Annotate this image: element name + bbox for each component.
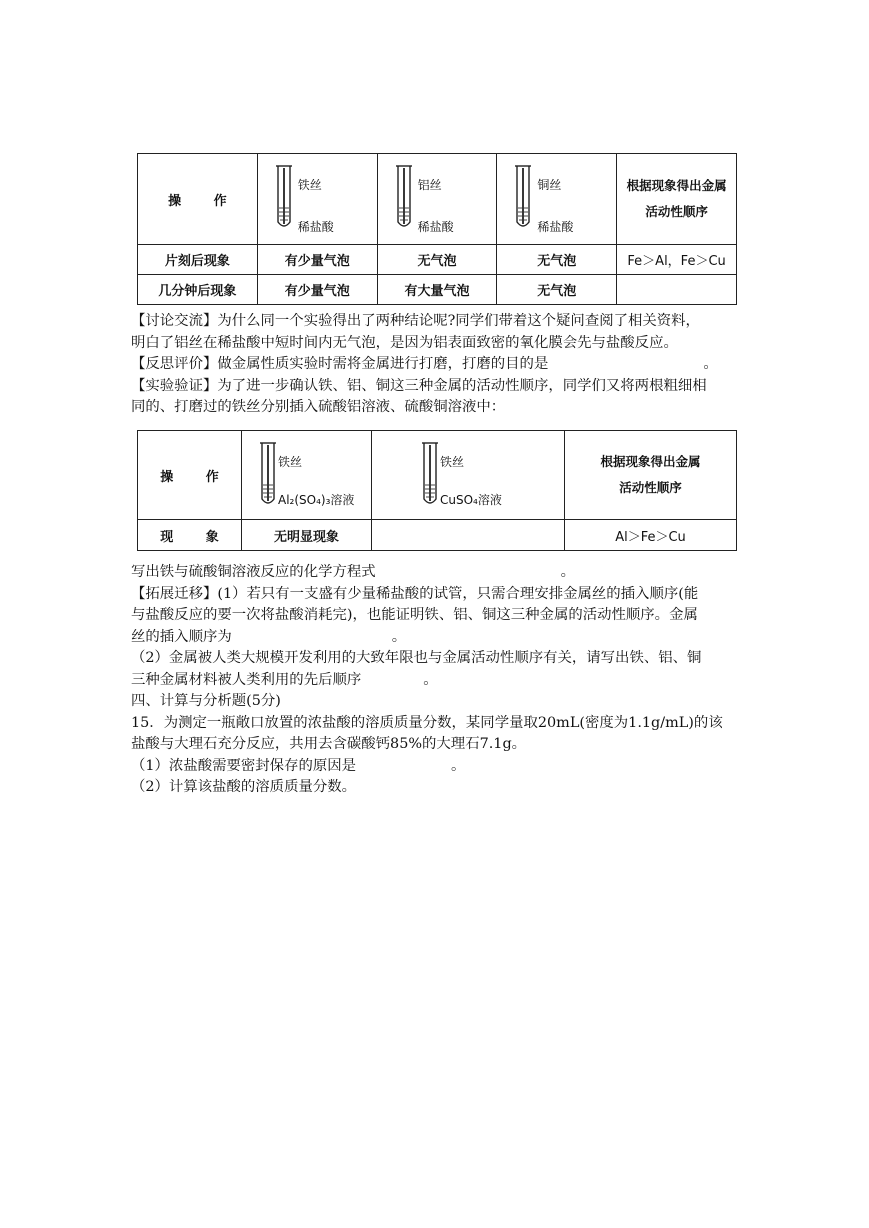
text-line: （2）金属被人类大规模开发利用的大致年限也与金属活动性顺序有关，请写出铁、铝、铜 (131, 650, 702, 666)
conclusion-header: 根据现象得出金属活动性顺序 (617, 154, 737, 245)
acid-label: 稀盐酸 (417, 220, 454, 234)
history-order-line: 三种金属材料被人类利用的先后顺序 。 (131, 671, 438, 688)
tube-cell-iron (257, 154, 377, 245)
row-label: 现 象 (138, 520, 242, 551)
observation-cell: 有大量气泡 (377, 275, 497, 305)
test-tube-icon (422, 441, 438, 509)
observation-cell: 无明显现象 (242, 520, 372, 551)
tube-cell-cu-sulfate (372, 431, 565, 520)
wire-label: 铁丝 (297, 178, 322, 192)
text-line: 【讨论交流】为什么同一个实验得出了两种结论呢?同学们带着这个疑问查阅了相关资料， (131, 313, 700, 329)
reflection-line: 【反思评价】做金属性质实验时需将金属进行打磨，打磨的目的是 。 (131, 356, 718, 372)
conclusion-cell (617, 275, 737, 305)
conclusion-cell: Al＞Fe＞Cu (565, 520, 737, 551)
question-15-line: 15．为测定一瓶敞口放置的浓盐酸的溶质质量分数，某同学量取20mL(密度为1.1g/mL)的该 (131, 714, 723, 731)
sub-question-2: （2）计算该盐酸的溶质质量分数。 (131, 779, 357, 795)
observation-cell: 无气泡 (497, 275, 617, 305)
row-label: 几分钟后现象 (138, 275, 258, 305)
wire-label: 铜丝 (537, 178, 562, 192)
solution-label: Al₂(SO₄)₃溶液 (278, 493, 355, 507)
equation-line: 写出铁与硫酸铜溶液反应的化学方程式 。 (131, 564, 576, 580)
tube-cell-copper (497, 154, 617, 245)
row-label: 片刻后现象 (138, 245, 258, 275)
operation-label: 操 作 (168, 193, 241, 209)
text-line: 【拓展迁移】(1）若只有一支盛有少量稀盐酸的试管，只需合理安排金属丝的插入顺序(能 (131, 585, 699, 602)
section-title: 四、计算与分析题(5分) (131, 693, 281, 709)
lower-text-block (131, 562, 723, 799)
observation-cell: 无气泡 (497, 245, 617, 275)
test-tube-icon (276, 164, 292, 232)
operation-label: 操 作 (160, 469, 233, 485)
acid-label: 稀盐酸 (297, 220, 334, 234)
acid-label: 稀盐酸 (537, 220, 574, 234)
test-tube-icon (515, 164, 531, 232)
text-line: 同的、打磨过的铁丝分别插入硫酸铝溶液、硫酸铜溶液中： (131, 399, 506, 415)
text-line: 【实验验证】为了进一步确认铁、铝、铜这三种金属的活动性顺序，同学们又将两根粗细相 (131, 377, 707, 394)
experiment-table-2 (137, 430, 737, 550)
observation-cell: 有少量气泡 (257, 275, 377, 305)
wire-label: 铝丝 (417, 178, 442, 192)
tube-cell-aluminum (377, 154, 497, 245)
question-15-line: 盐酸与大理石充分反应，共用去含碳酸钙85%的大理石7.1g。 (131, 736, 527, 752)
wire-label: 铁丝 (278, 455, 303, 469)
observation-cell: 有少量气泡 (257, 245, 377, 275)
order-line: 丝的插入顺序为 。 (131, 628, 407, 645)
test-tube-icon (260, 441, 276, 509)
text-line: 明白了铝丝在稀盐酸中短时间内无气泡，是因为铝表面致密的氧化膜会先与盐酸反应。 (131, 334, 678, 351)
experiment-table-1 (137, 153, 737, 303)
operation-header-cell (138, 431, 242, 520)
sub-question-1: （1）浓盐酸需要密封保存的原因是 。 (131, 757, 466, 774)
tube-cell-al-sulfate (242, 431, 372, 520)
test-tube-icon (396, 164, 412, 232)
observation-cell: 无气泡 (377, 245, 497, 275)
text-line: 与盐酸反应的要一次将盐酸消耗完)，也能证明铁、铝、铜这三种金属的活动性顺序。金属 (131, 607, 698, 623)
observation-cell-empty (372, 520, 565, 551)
operation-header-cell (138, 154, 258, 245)
conclusion-cell: Fe＞Al，Fe＞Cu (617, 245, 737, 275)
solution-label: CuSO₄溶液 (440, 493, 502, 507)
wire-label: 铁丝 (440, 455, 465, 469)
discussion-paragraph (131, 311, 718, 419)
conclusion-header: 根据现象得出金属活动性顺序 (565, 431, 737, 520)
